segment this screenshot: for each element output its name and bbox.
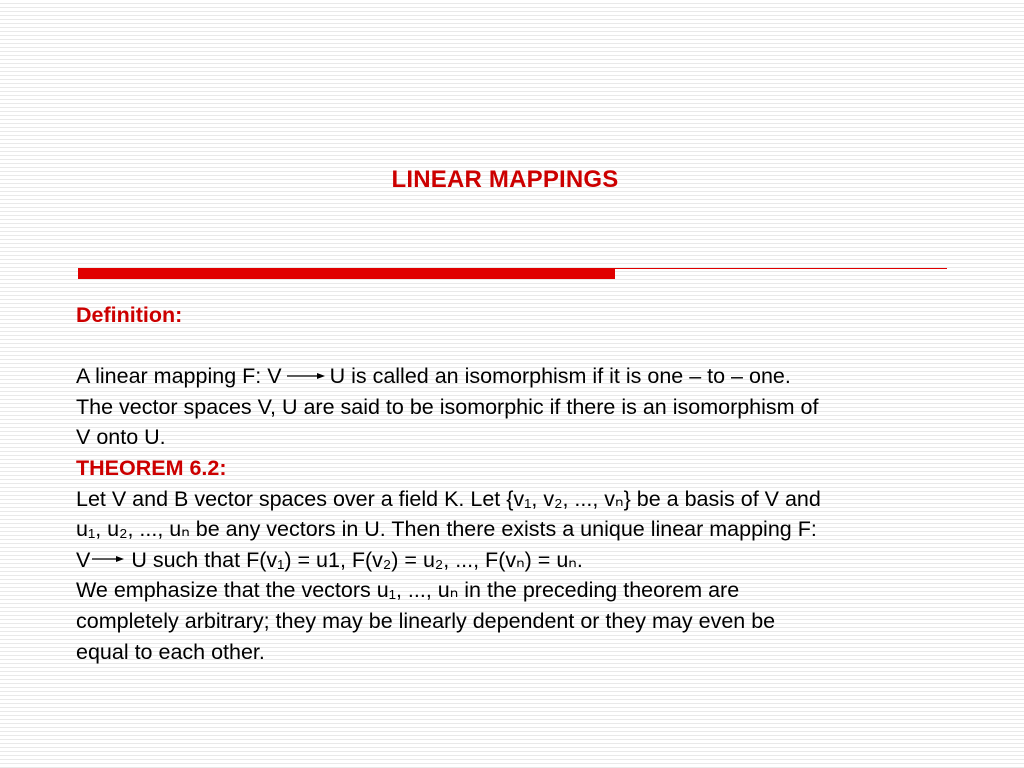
definition-line-2: The vector spaces V, U are said to be isomorphic if there is an isomorphism of [76,394,819,419]
theorem-line-3-start: V [76,547,91,572]
definition-heading: Definition: [76,303,183,327]
emphasis-line-2: completely arbitrary; they may be linearly dependent or they may even be [76,608,776,633]
emphasis-line-3: equal to each other. [76,639,265,664]
theorem-heading: THEOREM 6.2: [76,455,227,480]
title-divider-thick [78,268,615,279]
blank-line [76,331,976,362]
slide-title: LINEAR MAPPINGS [391,166,619,193]
theorem-line-3 [76,545,976,576]
definition-line-1-start: A linear mapping F: V [76,364,282,389]
title-divider-thin [615,268,947,269]
theorem-line-1: Let V and B vector spaces over a field K. Let {v₁, v₂, ..., vₙ} be a basis of V and [76,486,821,511]
right-arrow-icon [286,371,326,381]
definition-line-3: V onto U. [76,425,166,450]
definition-line-1 [76,361,976,392]
theorem-line-2: u₁, u₂, ..., uₙ be any vectors in U. Then there exists a unique linear mapping F: [76,517,817,542]
slide-body [76,300,976,667]
emphasis-line-1: We emphasize that the vectors u₁, ..., uₙ in the preceding theorem are [76,578,740,603]
theorem-line-3-end: U such that F(v₁) = u1, F(v₂) = u₂, ..., F(vₙ) = uₙ. [131,547,583,572]
definition-line-1-end: U is called an isomorphism if it is one – to – one. [329,364,791,389]
right-arrow-icon [91,554,125,564]
